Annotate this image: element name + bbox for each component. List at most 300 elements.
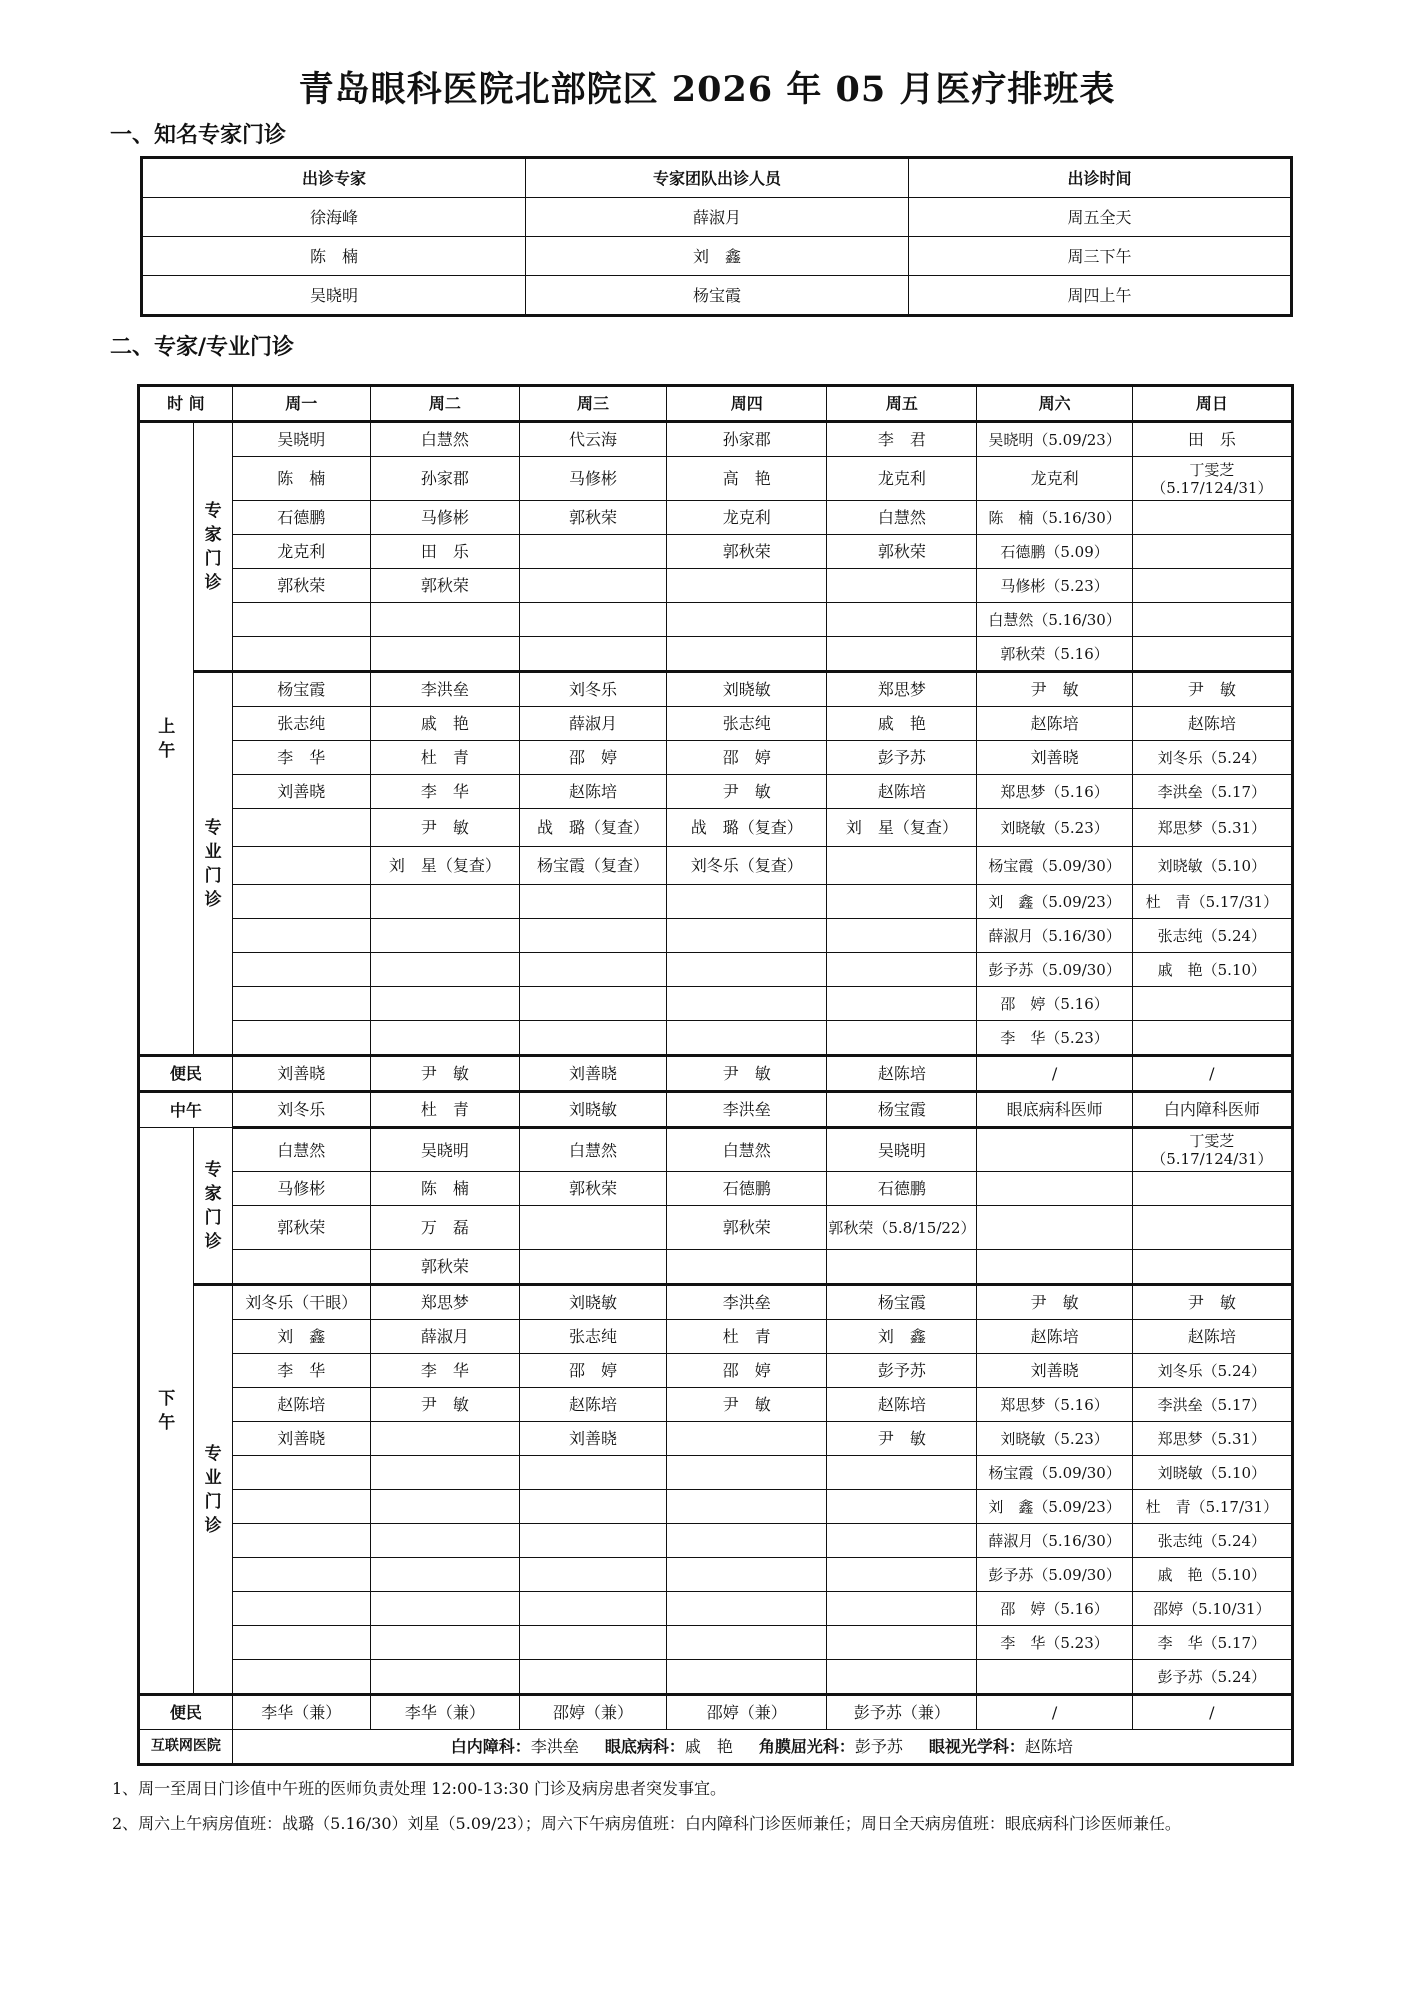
schedule-cell (370, 953, 519, 987)
day-header: 周一 (232, 386, 370, 422)
schedule-cell: 彭予苏 (827, 741, 977, 775)
am-label: 上午 (139, 422, 194, 1056)
schedule-row (139, 1388, 1293, 1422)
schedule-cell (667, 1422, 827, 1456)
schedule-cell: / (977, 1056, 1132, 1092)
schedule-cell (232, 1592, 370, 1626)
schedule-cell: 薛淑月 (370, 1320, 519, 1354)
schedule-cell: 杜 青 (370, 1092, 519, 1128)
schedule-row (139, 847, 1293, 885)
famous-header-cell: 专家团队出诊人员 (526, 158, 909, 198)
schedule-cell (1132, 535, 1292, 569)
note-1: 1、周一至周日门诊值中午班的医师负责处理 12:00-13:30 门诊及病房患者突发事宜。 (112, 1779, 726, 1798)
schedule-cell: 石德鹏 (667, 1172, 827, 1206)
schedule-cell: 刘 鑫（5.09/23） (977, 885, 1132, 919)
schedule-cell: 白慧然 (667, 1128, 827, 1172)
schedule-cell (1132, 987, 1292, 1021)
schedule-cell: 邵 婷 (519, 741, 666, 775)
schedule-cell: 赵陈培 (827, 775, 977, 809)
schedule-cell (1132, 637, 1292, 672)
schedule-cell (827, 603, 977, 637)
schedule-cell: 刘善晓 (232, 1422, 370, 1456)
schedule-cell (370, 637, 519, 672)
famous-cell: 吴晓明 (142, 276, 526, 316)
schedule-cell: 白慧然 (827, 501, 977, 535)
schedule-cell (519, 637, 666, 672)
schedule-cell (370, 987, 519, 1021)
schedule-row (139, 1285, 1293, 1320)
pm-special-label: 专业门诊 (194, 1285, 232, 1695)
schedule-row (139, 1422, 1293, 1456)
schedule-cell (827, 1490, 977, 1524)
schedule-cell: 刘 鑫（5.09/23） (977, 1490, 1132, 1524)
famous-header-cell: 出诊时间 (909, 158, 1292, 198)
schedule-cell: 吴晓明 (827, 1128, 977, 1172)
section2-heading: 二、专家/专业门诊 (110, 334, 295, 360)
schedule-cell: 张志纯（5.24） (1132, 1524, 1292, 1558)
schedule-cell: 刘晓敏 (667, 672, 827, 707)
schedule-cell: 石德鹏 (827, 1172, 977, 1206)
schedule-cell: 石德鹏（5.09） (977, 535, 1132, 569)
schedule-cell: 薛淑月（5.16/30） (977, 919, 1132, 953)
internet-label: 互联网医院 (139, 1730, 233, 1765)
schedule-cell (370, 603, 519, 637)
schedule-cell: 马修彬（5.23） (977, 569, 1132, 603)
schedule-cell (232, 1558, 370, 1592)
schedule-cell: 刘 星（复查） (370, 847, 519, 885)
schedule-cell: 刘 鑫 (232, 1320, 370, 1354)
schedule-cell (370, 1490, 519, 1524)
schedule-cell: 彭予苏（兼） (827, 1695, 977, 1730)
schedule-cell: 刘冬乐（复查） (667, 847, 827, 885)
schedule-cell: 白慧然 (370, 422, 519, 457)
schedule-cell: 战 璐（复查） (519, 809, 666, 847)
schedule-cell: / (1132, 1056, 1292, 1092)
am-special-label: 专业门诊 (194, 672, 232, 1056)
schedule-cell (827, 1626, 977, 1660)
schedule-cell: 张志纯 (232, 707, 370, 741)
schedule-cell: 杜 青（5.17/31） (1132, 1490, 1292, 1524)
schedule-cell: 刘 鑫 (827, 1320, 977, 1354)
internet-duty-doctor: 戚 艳 (684, 1737, 733, 1756)
schedule-cell (232, 1660, 370, 1695)
schedule-cell: 尹 敏 (977, 1285, 1132, 1320)
schedule-cell: 赵陈培 (977, 707, 1132, 741)
famous-row (142, 276, 1292, 316)
schedule-cell: 郭秋荣（5.16） (977, 637, 1132, 672)
schedule-cell: 赵陈培 (827, 1388, 977, 1422)
internet-row (139, 1730, 1293, 1765)
schedule-cell: 龙克利 (827, 457, 977, 501)
schedule-cell: 郑思梦（5.31） (1132, 1422, 1292, 1456)
schedule-cell: 戚 艳（5.10） (1132, 1558, 1292, 1592)
schedule-cell: 龙克利 (977, 457, 1132, 501)
schedule-cell: 杨宝霞 (232, 672, 370, 707)
schedule-cell: 孙家郡 (667, 422, 827, 457)
schedule-cell: 郭秋荣 (827, 535, 977, 569)
schedule-row (139, 1206, 1293, 1250)
schedule-cell (977, 1172, 1132, 1206)
schedule-cell: 戚 艳 (370, 707, 519, 741)
schedule-cell: 刘善晓 (232, 775, 370, 809)
schedule-row (139, 885, 1293, 919)
schedule-cell: 赵陈培 (827, 1056, 977, 1092)
section1-heading: 一、知名专家门诊 (110, 122, 287, 148)
schedule-cell: 李洪垒 (667, 1092, 827, 1128)
schedule-cell: 郭秋荣 (232, 569, 370, 603)
schedule-cell (667, 953, 827, 987)
schedule-cell (370, 885, 519, 919)
schedule-row (139, 569, 1293, 603)
schedule-cell: 邵婷（5.10/31） (1132, 1592, 1292, 1626)
schedule-cell (827, 919, 977, 953)
schedule-cell (667, 1250, 827, 1285)
schedule-cell: 刘冬乐 (232, 1092, 370, 1128)
schedule-cell: 刘晓敏（5.10） (1132, 1456, 1292, 1490)
schedule-cell: 戚 艳 (827, 707, 977, 741)
schedule-cell: 李 华（5.17） (1132, 1626, 1292, 1660)
schedule-cell: 赵陈培 (232, 1388, 370, 1422)
schedule-cell (232, 885, 370, 919)
schedule-cell: 李 华（5.23） (977, 1626, 1132, 1660)
schedule-cell: 尹 敏 (667, 1388, 827, 1422)
famous-header-cell: 出诊专家 (142, 158, 526, 198)
schedule-cell: 郑思梦（5.16） (977, 1388, 1132, 1422)
famous-cell: 周三下午 (909, 237, 1292, 276)
schedule-cell: 赵陈培 (1132, 707, 1292, 741)
schedule-cell: 万 磊 (370, 1206, 519, 1250)
internet-duty-item (451, 1737, 579, 1756)
schedule-cell: 杜 青（5.17/31） (1132, 885, 1292, 919)
schedule-cell: 刘晓敏（5.23） (977, 809, 1132, 847)
schedule-cell: 李 君 (827, 422, 977, 457)
schedule-cell (232, 987, 370, 1021)
schedule-cell: 孙家郡 (370, 457, 519, 501)
schedule-cell (827, 1456, 977, 1490)
schedule-cell: 李 华 (370, 775, 519, 809)
schedule-row (139, 1558, 1293, 1592)
schedule-cell: / (977, 1695, 1132, 1730)
schedule-cell (519, 987, 666, 1021)
schedule-row (139, 809, 1293, 847)
schedule-cell (232, 1456, 370, 1490)
schedule-row (139, 1524, 1293, 1558)
day-header-row (139, 386, 1293, 422)
pm-convenience-label: 便民 (139, 1695, 233, 1730)
schedule-cell: 尹 敏 (827, 1422, 977, 1456)
schedule-cell (977, 1250, 1132, 1285)
schedule-cell: 李洪垒（5.17） (1132, 1388, 1292, 1422)
schedule-cell (667, 1592, 827, 1626)
schedule-cell: 李 华 (232, 741, 370, 775)
schedule-row (139, 953, 1293, 987)
schedule-cell: 刘冬乐 (519, 672, 666, 707)
famous-expert-table (140, 156, 1293, 317)
schedule-cell (827, 569, 977, 603)
schedule-cell: 邵 婷 (667, 1354, 827, 1388)
schedule-cell (519, 919, 666, 953)
schedule-row (139, 707, 1293, 741)
schedule-cell: 张志纯（5.24） (1132, 919, 1292, 953)
schedule-cell: 薛淑月（5.16/30） (977, 1524, 1132, 1558)
schedule-cell: 尹 敏 (977, 672, 1132, 707)
schedule-cell: 陈 楠（5.16/30） (977, 501, 1132, 535)
schedule-cell: / (1132, 1695, 1292, 1730)
schedule-cell (370, 1422, 519, 1456)
schedule-cell: 李洪垒 (370, 672, 519, 707)
schedule-cell (519, 1206, 666, 1250)
schedule-cell (519, 535, 666, 569)
schedule-cell: 田 乐 (1132, 422, 1292, 457)
schedule-cell (667, 1524, 827, 1558)
schedule-cell: 刘善晓 (232, 1056, 370, 1092)
schedule-cell (977, 1206, 1132, 1250)
schedule-cell (519, 1456, 666, 1490)
schedule-cell: 尹 敏 (370, 1388, 519, 1422)
schedule-cell (667, 1490, 827, 1524)
schedule-cell (667, 1660, 827, 1695)
schedule-cell: 邵婷（兼） (519, 1695, 666, 1730)
pm-convenience-row (139, 1695, 1293, 1730)
schedule-cell: 尹 敏 (1132, 672, 1292, 707)
schedule-cell (232, 1490, 370, 1524)
schedule-cell: 刘晓敏 (519, 1285, 666, 1320)
pm-label: 下午 (139, 1128, 194, 1695)
schedule-cell: 张志纯 (519, 1320, 666, 1354)
schedule-cell (519, 953, 666, 987)
schedule-row (139, 422, 1293, 457)
schedule-cell: 邵 婷（5.16） (977, 987, 1132, 1021)
schedule-cell: 龙克利 (667, 501, 827, 535)
day-header: 周五 (827, 386, 977, 422)
famous-cell: 徐海峰 (142, 198, 526, 237)
schedule-cell: 彭予苏 (827, 1354, 977, 1388)
schedule-cell (232, 847, 370, 885)
schedule-cell (667, 1021, 827, 1056)
schedule-cell (1132, 1250, 1292, 1285)
schedule-cell: 丁雯芝（5.17/124/31） (1132, 1128, 1292, 1172)
schedule-cell (232, 1524, 370, 1558)
schedule-cell (370, 1558, 519, 1592)
schedule-cell: 赵陈培 (519, 775, 666, 809)
schedule-cell: 郑思梦（5.16） (977, 775, 1132, 809)
schedule-cell (827, 1660, 977, 1695)
schedule-cell: 李华（兼） (232, 1695, 370, 1730)
schedule-cell: 马修彬 (232, 1172, 370, 1206)
schedule-cell (827, 987, 977, 1021)
schedule-cell: 赵陈培 (519, 1388, 666, 1422)
schedule-cell: 杨宝霞 (827, 1285, 977, 1320)
schedule-cell: 杨宝霞（5.09/30） (977, 847, 1132, 885)
schedule-cell: 白慧然（5.16/30） (977, 603, 1132, 637)
schedule-cell: 刘晓敏 (519, 1092, 666, 1128)
schedule-cell (667, 1456, 827, 1490)
schedule-cell (667, 885, 827, 919)
famous-header-row (142, 158, 1292, 198)
internet-duty-item (605, 1737, 733, 1756)
schedule-cell (827, 1250, 977, 1285)
schedule-cell: 张志纯 (667, 707, 827, 741)
schedule-cell: 代云海 (519, 422, 666, 457)
internet-duty-dept: 眼底病科： (604, 1737, 685, 1756)
schedule-row (139, 1354, 1293, 1388)
schedule-cell: 尹 敏 (667, 775, 827, 809)
schedule-cell: 赵陈培 (1132, 1320, 1292, 1354)
schedule-row (139, 501, 1293, 535)
am-expert-label: 专家门诊 (194, 422, 232, 672)
schedule-cell: 郭秋荣（5.8/15/22） (827, 1206, 977, 1250)
schedule-cell (370, 1456, 519, 1490)
schedule-cell (1132, 603, 1292, 637)
schedule-cell (519, 1021, 666, 1056)
schedule-cell: 郭秋荣 (667, 1206, 827, 1250)
schedule-row (139, 919, 1293, 953)
schedule-cell: 尹 敏 (1132, 1285, 1292, 1320)
schedule-cell: 石德鹏 (232, 501, 370, 535)
schedule-cell: 田 乐 (370, 535, 519, 569)
schedule-cell: 吴晓明 (370, 1128, 519, 1172)
schedule-cell: 刘冬乐（5.24） (1132, 1354, 1292, 1388)
famous-cell: 周四上午 (909, 276, 1292, 316)
am-convenience-row (139, 1056, 1293, 1092)
internet-duty-doctor: 赵陈培 (1024, 1737, 1073, 1756)
schedule-cell: 刘善晓 (519, 1422, 666, 1456)
schedule-cell (827, 1592, 977, 1626)
pm-expert-label: 专家门诊 (194, 1128, 232, 1285)
internet-duty-dept: 眼视光学科： (928, 1737, 1025, 1756)
schedule-cell: 陈 楠 (232, 457, 370, 501)
schedule-row (139, 1250, 1293, 1285)
schedule-cell (370, 1592, 519, 1626)
famous-cell: 薛淑月 (526, 198, 909, 237)
schedule-cell: 郭秋荣 (232, 1206, 370, 1250)
schedule-row (139, 603, 1293, 637)
schedule-row (139, 1626, 1293, 1660)
schedule-row (139, 1172, 1293, 1206)
internet-duty-dept: 角膜屈光科： (758, 1737, 855, 1756)
noon-row (139, 1092, 1293, 1128)
internet-duty-item (929, 1737, 1073, 1756)
schedule-cell: 白慧然 (232, 1128, 370, 1172)
schedule-cell (1132, 1206, 1292, 1250)
schedule-cell: 吴晓明（5.09/23） (977, 422, 1132, 457)
schedule-cell (519, 1592, 666, 1626)
schedule-cell: 郭秋荣 (370, 1250, 519, 1285)
schedule-cell (827, 1524, 977, 1558)
schedule-table (137, 384, 1294, 1766)
schedule-cell: 赵陈培 (977, 1320, 1132, 1354)
schedule-cell: 杨宝霞（5.09/30） (977, 1456, 1132, 1490)
schedule-cell (370, 1524, 519, 1558)
schedule-cell: 郑思梦 (827, 672, 977, 707)
schedule-cell (519, 1558, 666, 1592)
schedule-row (139, 1592, 1293, 1626)
schedule-cell: 战 璐（复查） (667, 809, 827, 847)
schedule-cell: 马修彬 (519, 457, 666, 501)
schedule-cell: 刘善晓 (977, 1354, 1132, 1388)
schedule-cell (1132, 501, 1292, 535)
schedule-cell (519, 1626, 666, 1660)
am-convenience-label: 便民 (139, 1056, 233, 1092)
schedule-cell (827, 1021, 977, 1056)
schedule-cell (232, 919, 370, 953)
schedule-row (139, 775, 1293, 809)
schedule-cell (519, 1660, 666, 1695)
schedule-cell (667, 1558, 827, 1592)
schedule-cell: 刘晓敏（5.10） (1132, 847, 1292, 885)
schedule-cell: 郑思梦（5.31） (1132, 809, 1292, 847)
internet-duty-doctor: 李洪垒 (530, 1737, 579, 1756)
internet-duty-doctor: 彭予苏 (854, 1737, 903, 1756)
schedule-cell: 尹 敏 (370, 809, 519, 847)
schedule-cell: 薛淑月 (519, 707, 666, 741)
famous-cell: 周五全天 (909, 198, 1292, 237)
schedule-cell (519, 1490, 666, 1524)
schedule-cell: 杜 青 (370, 741, 519, 775)
schedule-cell: 郭秋荣 (519, 1172, 666, 1206)
schedule-cell: 彭予苏（5.09/30） (977, 953, 1132, 987)
schedule-row (139, 457, 1293, 501)
schedule-cell: 郑思梦 (370, 1285, 519, 1320)
schedule-cell (827, 953, 977, 987)
schedule-cell (667, 987, 827, 1021)
schedule-cell (827, 637, 977, 672)
schedule-cell: 彭予苏（5.09/30） (977, 1558, 1132, 1592)
schedule-cell: 杜 青 (667, 1320, 827, 1354)
schedule-row (139, 637, 1293, 672)
schedule-cell (827, 847, 977, 885)
schedule-cell: 陈 楠 (370, 1172, 519, 1206)
schedule-cell (232, 603, 370, 637)
schedule-cell: 刘善晓 (519, 1056, 666, 1092)
schedule-cell: 李 华 (370, 1354, 519, 1388)
schedule-cell: 郭秋荣 (667, 535, 827, 569)
noon-label: 中午 (139, 1092, 233, 1128)
schedule-row (139, 1660, 1293, 1695)
schedule-cell: 李 华 (232, 1354, 370, 1388)
schedule-cell (1132, 1172, 1292, 1206)
schedule-cell (977, 1660, 1132, 1695)
famous-row (142, 237, 1292, 276)
schedule-cell (667, 919, 827, 953)
schedule-cell (1132, 1021, 1292, 1056)
schedule-cell (232, 953, 370, 987)
schedule-cell: 戚 艳（5.10） (1132, 953, 1292, 987)
schedule-cell: 郭秋荣 (370, 569, 519, 603)
schedule-cell (232, 809, 370, 847)
schedule-row (139, 535, 1293, 569)
schedule-cell: 郭秋荣 (519, 501, 666, 535)
schedule-cell (519, 885, 666, 919)
schedule-cell: 李洪垒（5.17） (1132, 775, 1292, 809)
schedule-cell (370, 1660, 519, 1695)
schedule-cell: 马修彬 (370, 501, 519, 535)
famous-row (142, 198, 1292, 237)
schedule-cell: 刘 星（复查） (827, 809, 977, 847)
day-header: 周二 (370, 386, 519, 422)
schedule-cell: 杨宝霞 (827, 1092, 977, 1128)
schedule-row (139, 741, 1293, 775)
schedule-cell (667, 637, 827, 672)
schedule-cell (827, 885, 977, 919)
schedule-cell: 邵婷（兼） (667, 1695, 827, 1730)
schedule-cell: 刘冬乐（干眼） (232, 1285, 370, 1320)
internet-duty-item (759, 1737, 903, 1756)
schedule-cell (232, 637, 370, 672)
schedule-cell: 尹 敏 (370, 1056, 519, 1092)
schedule-cell (667, 1626, 827, 1660)
schedule-cell: 刘晓敏（5.23） (977, 1422, 1132, 1456)
